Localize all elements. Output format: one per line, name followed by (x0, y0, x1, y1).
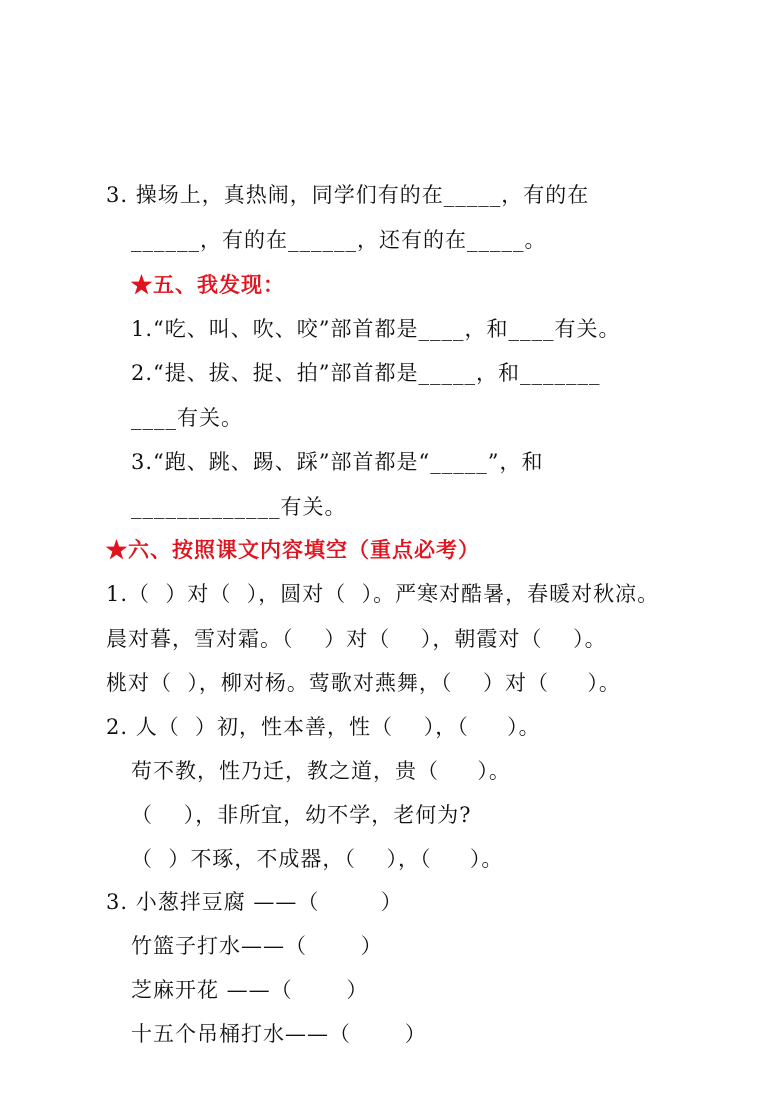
section4-q3-line2: ______，有的在______，还有的在_____。 (131, 228, 547, 252)
section6-q2-line1: 2. 人（ ）初，性本善，性（ ），（ ）。 (106, 715, 541, 739)
section6-q3-line2: 竹篮子打水——（ ） (131, 934, 383, 958)
section6-q3-line3: 芝麻开花 ——（ ） (131, 978, 369, 1002)
section5-q2-line2: ____有关。 (131, 406, 243, 430)
section6-q2-line3: （ ），非所宜，幼不学，老何为? (131, 803, 472, 827)
section6-q2-line2: 苟不教，性乃迁，教之道，贵（ ）。 (131, 759, 511, 783)
section5-q3-line1: 3.“跑、跳、踢、踩”部首都是“_____”，和 (131, 450, 544, 474)
section6-q3-line4: 十五个吊桶打水——（ ） (131, 1022, 427, 1046)
section6-q1-line3: 桃对（ ），柳对杨。莺歌对燕舞，（ ）对（ ）。 (106, 671, 621, 695)
section4-q3-line1: 3. 操场上，真热闹，同学们有的在_____，有的在 (106, 183, 590, 207)
section6-q1-line1: 1.（ ）对（ ），圆对（ ）。严寒对酷暑，春暖对秋凉。 (106, 582, 660, 606)
section5-q2-line1: 2.“提、拔、捉、拍”部首都是_____，和_______ (131, 361, 601, 385)
section5-q1: 1.“吃、叫、吹、咬”部首都是____，和____有关。 (131, 317, 621, 341)
section6-q1-line2: 晨对暮，雪对霜。（ ）对（ ），朝霞对（ ）。 (106, 627, 607, 651)
section6-q2-line4: （ ）不琢，不成器，（ ），（ ）。 (131, 847, 504, 871)
section6-heading: ★六、按照课文内容填空（重点必考） (106, 537, 480, 562)
section5-heading: ★五、我发现： (131, 272, 285, 297)
section6-q3-line1: 3. 小葱拌豆腐 ——（ ） (106, 890, 403, 914)
section5-q3-line2: _____________有关。 (131, 495, 347, 519)
